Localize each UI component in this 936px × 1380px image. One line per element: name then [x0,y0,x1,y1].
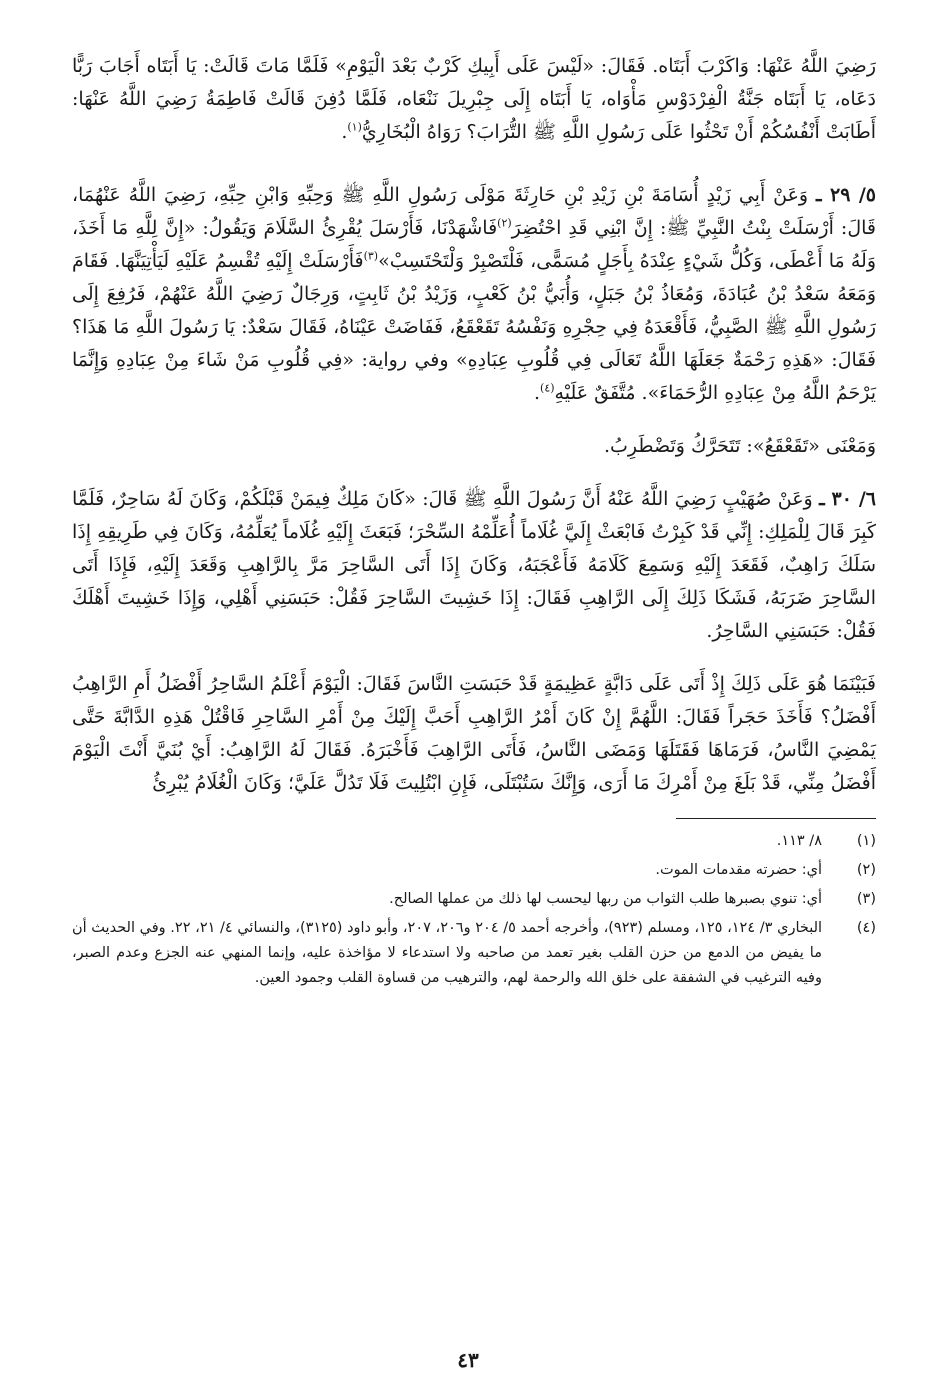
footnote-1-number: (١) [856,833,876,849]
footnote-3-text: أي: تنوي بصبرها طلب الثواب من ربها ليحسب لها ذلك من عملها الصالح. [389,891,822,907]
hadith-29-text-c: فَأَرْسَلَتْ إِلَيْهِ تُقْسِمُ عَلَيْهِ لَيَأْتِيَنَّهَا. فَقَامَ وَمَعَهُ سَعْدُ بْنُ عُبَادَةَ، وَمُعَاذُ بْنُ جَبَلٍ، وَأُبَيُّ بْنُ كَعْبٍ، وَزَيْدُ بْنُ ثَابِتٍ، وَرِجَالٌ رَضِيَ اللَّهُ عَنْهُمْ، فَرُفِعَ إِلَى رَسُولِ اللَّهِ ﷺ الصَّبِيُّ، فَأَقْعَدَهُ فِي حِجْرِهِ وَنَفْسُهُ تَقَعْقَعُ، فَفَاضَتْ عَيْنَاهُ، فَقَالَ سَعْدٌ: يَا رَسُولَ اللَّهِ مَا هَذَا؟ فَقَالَ: «هَذِهِ رَحْمَةٌ جَعَلَهَا اللَّهُ تَعَالَى فِي قُلُوبِ عِبَادِهِ» وفي رواية: «فِي قُلُوبِ مَنْ شَاءَ مِنْ عِبَادِهِ وَإِنَّمَا يَرْحَمُ اللَّهُ مِنْ عِبَادِهِ الرُّحَمَاءَ». مُتَّفَقٌ عَلَيْهِ [72,250,876,404]
hadith-number-30: ٦/ ٣٠ ـ [819,488,876,510]
footnote-ref-4[interactable]: (٤) [540,381,555,395]
footnote-2 [72,858,876,883]
paragraph-1-text: رَضِيَ اللَّهُ عَنْهَا: وَاكَرْبَ أَبَتَاه. فَقَالَ: «لَيْسَ عَلَى أَبِيكِ كَرْبٌ بَعْدَ الْيَوْمِ» فَلَمَّا مَاتَ قَالَتْ: يَا أَبَتَاه أَجَابَ رَبًّا دَعَاه، يَا أَبَتَاه جَنَّةُ الْفِرْدَوْسِ مَأْوَاه، يَا أَبَتَاه إِلَى جِبْرِيلَ نَنْعَاه، فَلَمَّا دُفِنَ قَالَتْ فَاطِمَةُ رَضِيَ اللَّهُ عَنْهَا: أَطَابَتْ أَنْفُسُكُمْ أَنْ تَحْثُوا عَلَى رَسُولِ اللَّهِ ﷺ التُّرَابَ؟ رَوَاهُ الْبُخَارِيُّ [72,55,876,143]
paragraph-hadith-30-continued [72,668,876,800]
footnote-ref-1[interactable]: (١) [347,120,362,134]
footnote-1 [72,829,876,854]
paragraph-hadith-29: ٥/ ٢٩ ـ وَعَنْ أَبِي زَيْدٍ أُسَامَةَ بْنِ زَيْدِ بْنِ حَارِثَةَ مَوْلَى رَسُولِ اللَّهِ ﷺ وَحِبِّهِ وَابْنِ حِبِّهِ، رَضِيَ اللَّهُ عَنْهُمَا، قَالَ: أَرْسَلَتْ بِنْتُ النَّبِيِّ ﷺ: إِنَّ ابْنِي قَدِ احْتُضِرَ$^{(٢)}$فَاشْهَدْنَا، فَأَرْسَلَ يُقْرِئُ السَّلَامَ وَيَقُولُ: «إِنَّ لِلَّهِ مَا أَخَذَ، وَلَهُ مَا أَعْطَى، وَكُلُّ شَيْءٍ عِنْدَهُ بِأَجَلٍ مُسَمًّى، فَلْتَصْبِرْ وَلْتَحْتَسِبْ»$^{(٣)}$فَأَرْسَلَتْ إِلَيْهِ تُقْسِمُ عَلَيْهِ لَيَأْتِيَنَّهَا. فَقَامَ وَمَعَهُ سَعْدُ بْنُ عُبَادَةَ، وَمُعَاذُ بْنُ جَبَلٍ، وَأُبَيُّ بْنُ كَعْبٍ، وَزَيْدُ بْنُ ثَابِتٍ، وَرِجَالٌ رَضِيَ اللَّهُ عَنْهُمْ، فَرُفِعَ إِلَى رَسُولِ اللَّهِ ﷺ الصَّبِيُّ، فَأَقْعَدَهُ فِي حِجْرِهِ وَنَفْسُهُ تَقَعْقَعُ، فَفَاضَتْ عَيْنَاهُ، فَقَالَ سَعْدٌ: يَا رَسُولَ اللَّهِ مَا هَذَا؟ فَقَالَ: «هَذِهِ رَحْمَةٌ جَعَلَهَا اللَّهُ تَعَالَى فِي قُلُوبِ عِبَادِهِ» وفي رواية: «فِي قُلُوبِ مَنْ شَاءَ مِنْ عِبَادِهِ وَإِنَّمَا يَرْحَمُ اللَّهُ مِنْ عِبَادِهِ الرُّحَمَاءَ». مُتَّفَقٌ عَلَيْهِ$^{(٤)}$. [72,184,877,404]
footnote-2-text: أي: حضرته مقدمات الموت. [655,862,822,878]
paragraph-hadith-30 [72,483,876,648]
footnotes [72,829,876,991]
footnote-4-number: (٤) [856,920,876,936]
paragraph-meaning [72,430,876,463]
footnote-4 [72,916,876,991]
page-number: ٤٣ [457,1348,479,1372]
footnote-ref-2[interactable]: (٢) [497,216,512,230]
hadith-number-29: ٥/ ٢٩ ـ [815,184,877,206]
footnote-divider [676,818,876,819]
footnote-ref-3[interactable]: (٣) [363,249,379,263]
hadith-29-text-b: فَاشْهَدْنَا، فَأَرْسَلَ يُقْرِئُ السَّلَامَ وَيَقُولُ: «إِنَّ لِلَّهِ مَا أَخَذَ، وَلَهُ مَا أَعْطَى، وَكُلُّ شَيْءٍ عِنْدَهُ بِأَجَلٍ مُسَمًّى، فَلْتَصْبِرْ وَلْتَحْتَسِبْ» [72,217,876,272]
paragraph-1: رَضِيَ اللَّهُ عَنْهَا: وَاكَرْبَ أَبَتَاه. فَقَالَ: «لَيْسَ عَلَى أَبِيكِ كَرْبٌ بَعْدَ الْيَوْمِ» فَلَمَّا مَاتَ قَالَتْ: يَا أَبَتَاه أَجَابَ رَبًّا دَعَاه، يَا أَبَتَاه جَنَّةُ الْفِرْدَوْسِ مَأْوَاه، يَا أَبَتَاه إِلَى جِبْرِيلَ نَنْعَاه، فَلَمَّا دُفِنَ قَالَتْ فَاطِمَةُ رَضِيَ اللَّهُ عَنْهَا: أَطَابَتْ أَنْفُسُكُمْ أَنْ تَحْثُوا عَلَى رَسُولِ اللَّهِ ﷺ التُّرَابَ؟ رَوَاهُ الْبُخَارِيُّ$^{(١)}$. [72,55,876,143]
footnote-4-text: البخاري ٣/ ١٢٤، ١٢٥، ومسلم (٩٢٣)، وأخرجه أحمد ٥/ ٢٠٤ و٢٠٦، ٢٠٧، وأبو داود (٣١٢٥)، والنسائي ٤/ ٢١، ٢٢. وفي الحديث أن ما يفيض من الدمع من حزن القلب بغير تعمد من صاحبه ولا استدعاء لا مؤاخذة عليه، وإنما المنهي عنه الجزع وعدم الصبر، وفيه الترغيب في الشفقة على خلق الله والرحمة لهم، والترهيب من قساوة القلب وجمود العين. [72,920,823,986]
hadith-30-continued-text: فَبَيْنَمَا هُوَ عَلَى ذَلِكَ إِذْ أَتَى عَلَى دَابَّةٍ عَظِيمَةٍ قَدْ حَبَسَتِ النَّاسَ فَقَالَ: الْيَوْمَ أَعْلَمُ السَّاحِرُ أَفْضَلُ أَمِ الرَّاهِبُ أَفْضَلُ؟ فَأَخَذَ حَجَراً فَقَالَ: اللَّهُمَّ إِنْ كَانَ أَمْرُ الرَّاهِبِ أَحَبَّ إِلَيْكَ مِنْ أَمْرِ السَّاحِرِ فَاقْتُلْ هَذِهِ الدَّابَّةَ حَتَّى يَمْضِيَ النَّاسُ، فَرَمَاهَا فَقَتَلَهَا وَمَضَى النَّاسُ، فَأَتَى الرَّاهِبَ فَأَخْبَرَهُ. فَقَالَ لَهُ الرَّاهِبُ: أَيْ بُنَيَّ أَنْتَ الْيَوْمَ أَفْضَلُ مِنِّي، قَدْ بَلَغَ مِنْ أَمْرِكَ مَا أَرَى، وَإِنَّكَ سَتُبْتَلَى، فَإِنِ ابْتُلِيتَ فَلَا تَدُلَّ عَلَيَّ؛ وَكَانَ الْغُلَامُ يُبْرِئُ [72,673,876,794]
footnote-1-text: ٨/ ١١٣. [776,833,822,849]
footnote-2-number: (٢) [856,862,876,878]
footnote-3-number: (٣) [856,891,876,907]
page-content [72,50,876,1350]
meaning-text: وَمَعْنَى «تَقَعْقَعُ»: تَتَحَرَّكُ وَتَضْطَرِبُ. [603,435,876,457]
footnote-3 [72,887,876,912]
hadith-30-text: وَعَنْ صُهَيْبٍ رَضِيَ اللَّهُ عَنْهُ أَنَّ رَسُولَ اللَّهِ ﷺ قَالَ: «كَانَ مَلِكٌ فِيمَنْ قَبْلَكُمْ، وَكَانَ لَهُ سَاحِرٌ، فَلَمَّا كَبِرَ قَالَ لِلْمَلِكِ: إِنِّي قَدْ كَبِرْتُ فَابْعَثْ إِلَيَّ غُلَاماً أُعَلِّمْهُ السِّحْرَ؛ فَبَعَثَ إِلَيْهِ غُلَاماً يُعَلِّمُهُ، وَكَانَ فِي طَرِيقِهِ إِذَا سَلَكَ رَاهِبٌ، فَقَعَدَ إِلَيْهِ وَسَمِعَ كَلَامَهُ فَأَعْجَبَهُ، وَكَانَ إِذَا أَتَى السَّاحِرَ مَرَّ بِالرَّاهِبِ وَقَعَدَ إِلَيْهِ، فَإِذَا أَتَى السَّاحِرَ ضَرَبَهُ، فَشَكَا ذَلِكَ إِلَى الرَّاهِبِ فَقَالَ: إِذَا خَشِيتَ السَّاحِرَ فَقُلْ: حَبَسَنِي أَهْلِي، وَإِذَا خَشِيتَ أَهْلَكَ فَقُلْ: حَبَسَنِي السَّاحِرُ. [72,488,876,642]
hadith-29-text-a: وَعَنْ أَبِي زَيْدٍ أُسَامَةَ بْنِ زَيْدِ بْنِ حَارِثَةَ مَوْلَى رَسُولِ اللَّهِ ﷺ وَحِبِّهِ وَابْنِ حِبِّهِ، رَضِيَ اللَّهُ عَنْهُمَا، قَالَ: أَرْسَلَتْ بِنْتُ النَّبِيِّ ﷺ: إِنَّ ابْنِي قَدِ احْتُضِرَ [72,184,876,239]
